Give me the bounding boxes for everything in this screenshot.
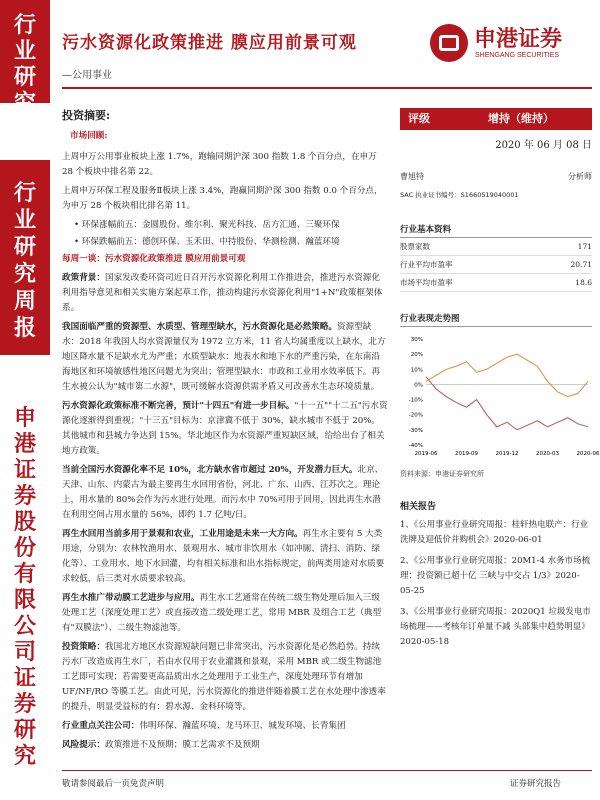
rating-label: 评级 (408, 112, 430, 125)
related-reports-title: 相关报告 (400, 502, 437, 512)
chart-source: 资料来源：申港证券研究所 (400, 470, 484, 478)
header-divider (62, 87, 592, 89)
series-line-1 (426, 377, 588, 430)
weekly-topic: 每周一谈：污水资源化政策推进 膜应用前景可观 (62, 254, 246, 264)
y-tick-label: -10% (408, 397, 423, 404)
chart-title: 行业表现走势图 (400, 312, 592, 327)
table-row: 行业平均市盈率 20.71 (400, 256, 592, 274)
y-tick-label: 0% (414, 382, 423, 389)
y-tick-label: -20% (408, 412, 423, 419)
paragraph: 当前全国污水资源化率不足 10%，北方缺水省市超过 20%，开发潜力巨大。北京、天津、山东、内蒙古为最主要再生水回用省份，河北、广东、山西、江苏次之。理论上，用水量的 80%会作为污水进行处理。而污水中 70%可用于回用，因此再生水潜在利用空间占用水量的 56%，即约 1.7 亿吨/日。 (62, 465, 384, 520)
main-content (62, 108, 388, 757)
paragraph: 投资策略：我国北方地区水资源短缺问题已非常突出，污水资源化是必然趋势。持续污水厂改造成再生水厂，若由水仅用于农业灌溉和景观，采用 MBR 或二级生物滤池工艺即可实现；若需要更高品质出水之处理用于工业生产，深度处理环节有增加 UF/NF/RO 等膜工艺。由此可见，污水资源化的推进伴随着膜工艺在水处理中渗透率的提升，明显受益标的有：碧水源、金科环境等。 (62, 642, 386, 712)
table-row: 股票家数 171 (400, 238, 592, 256)
analyst-name: 曹旭特 (400, 172, 424, 181)
report-date: 2020 年 06 月 08 日 (495, 140, 592, 151)
logo-text: 申港证券 (474, 27, 563, 52)
list-item: • 环保涨幅前五：金圆股份、维尔利、聚光科技、岳方汇通、三聚环保 (74, 220, 340, 230)
paragraph: 污水资源化政策标准不断完善，预计"十四五"有进一步目标。"十一五""十二五"污水资源化逐渐得到重视；"十三五"目标为：京津冀不低于 30%，缺水城市不低于 20%。其他城市和县城力争达到 15%。华北地区作为水资源严重短缺区域，给给出台了相关地方政策。 (62, 401, 388, 456)
sac-number: SAC 执业证书编号：S1660519040001 (400, 191, 519, 199)
paragraph: 上周申万公用事业板块上涨 1.7%，跑输同期沪深 300 指数 1.8 个百分点，在申万 28 个板块中排名第 22。 (62, 152, 377, 177)
paragraph: 我国面临严重的资源型、水质型、管理型缺水，污水资源化是必然策略。资源型缺水：2018 年我国人均水资源量仅为 1972 立方米，11 省人均属重度以上缺水，北方地区降水量不足缺水尤为严重；水质型缺水：地表水和地下水的严重污染，在东南沿海地区和环境敏感性地区问题尤为突出；管理型缺水：市政和工业用水效率低下。再生水被公认为"城市第二水源"，既可缓解水资源供需矛盾又可改善水生态环境质量。 (62, 322, 386, 392)
x-tick-label: 2020-06 (576, 451, 600, 457)
y-tick-label: 10% (410, 367, 423, 374)
footer-label: 证券研究报告 (510, 779, 562, 789)
y-tick-label: 30% (410, 337, 423, 343)
series-line-2 (426, 354, 588, 396)
logo-mark-icon (430, 24, 468, 62)
y-tick-label: -30% (408, 427, 423, 434)
footer-disclaimer: 敬请参阅最后一页免责声明 (62, 779, 165, 789)
footer-divider (62, 770, 592, 771)
rating-value: 增持（维持） (488, 112, 554, 125)
report-title: 污水资源化政策推进 膜应用前景可观 (62, 33, 357, 53)
sidebar-company-label: 申 港 证 券 股 份 有 限 公 司 证 券 研 究 (13, 405, 36, 769)
x-tick-label: 2019-06 (414, 451, 438, 457)
logo-english: SHENGANG SECURITIES (475, 52, 560, 59)
x-tick-label: 2019-09 (455, 451, 478, 457)
performance-chart (400, 333, 600, 465)
paragraph: 风险提示：政策推进不及预期；膜工艺需求不及预期 (62, 740, 260, 750)
analyst-role: 分析师 (568, 172, 592, 181)
related-report-item[interactable]: 3、《公用事业行业研究周报：2020Q1 垃圾发电市场梳理——考核年订单量不减 头部集中趋势明显》2020-05-18 (400, 607, 591, 647)
paragraph: 上周申万环保工程及服务Ⅱ板块上涨 3.4%，跑赢同期沪深 300 指数 0.0 个百分点，为申万 28 个板块相比排名第 11。 (62, 186, 383, 211)
x-tick-label: 2019-12 (495, 451, 519, 457)
related-report-item[interactable]: 1、《公用事业行业研究周报：桂轩热电联产：行业洗牌及迎低价并购机会》2020-06-01 (400, 520, 589, 545)
related-report-item[interactable]: 2、《公用事业行业研究周报：20M1-4 水务市场梳理：投资额已超十亿 三峡与中交占 1/3》2020-05-25 (400, 556, 591, 596)
y-tick-label: -40% (408, 443, 423, 449)
sidebar-mid-label: 行 业 研 究 周 报 (0, 160, 50, 355)
section-title: 投资摘要: (62, 109, 111, 122)
analyst-info (400, 171, 592, 182)
x-tick-label: 2020-03 (536, 451, 559, 457)
list-item: • 环保跌幅前五：德创环保、玉禾田、中持股份、华测检测、瀚蓝环境 (74, 237, 340, 247)
right-column (400, 108, 600, 650)
company-logo (430, 22, 590, 72)
report-subtitle: —公用事业 (62, 70, 112, 81)
paragraph: 再生水推广带动膜工艺进步与应用。再生水工艺通常在传统二级生物处理后加入三级处理工艺（深度处理工艺）或直接改造二级处理工艺，常用 MBR 及组合工艺（典型有"双膜法"）、二级生物滤池等。 (62, 593, 382, 633)
market-review-title: 市场回顾: (70, 131, 108, 141)
paragraph: 政策背景：国家发改委环资司近日召开污水资源化利用工作推进会，推进污水资源化利用指导意见和相关实施方案起草工作，推动构建污水资源化利用"1+N"政策框架体系。 (62, 273, 383, 313)
table-row: 市场平均市盈率 18.6 (400, 274, 592, 292)
rating-bar (400, 108, 592, 130)
sidebar-top-label: 行 业 研 究 (0, 0, 50, 103)
y-tick-label: 20% (410, 352, 423, 359)
sidebar (0, 0, 50, 800)
paragraph: 行业重点关注公司：伟明环保、瀚蓝环境、龙马环卫、城发环境、长青集团 (62, 721, 346, 731)
basic-info-title: 行业基本资料 (400, 223, 592, 238)
paragraph: 再生水回用当前多用于景观和农业，工业用途是未来一大方向。再生水主要有 5 大类用途，分别为：农林牧渔用水、景观用水、城市非饮用水（如冲厕、清扫、消防、绿化等）、工业用水、地下水回灌，均有相关标准和出水指标规定，前两类用途对水质要求较低，后三类对水质要求较高。 (62, 529, 385, 584)
chart-svg (400, 333, 600, 463)
